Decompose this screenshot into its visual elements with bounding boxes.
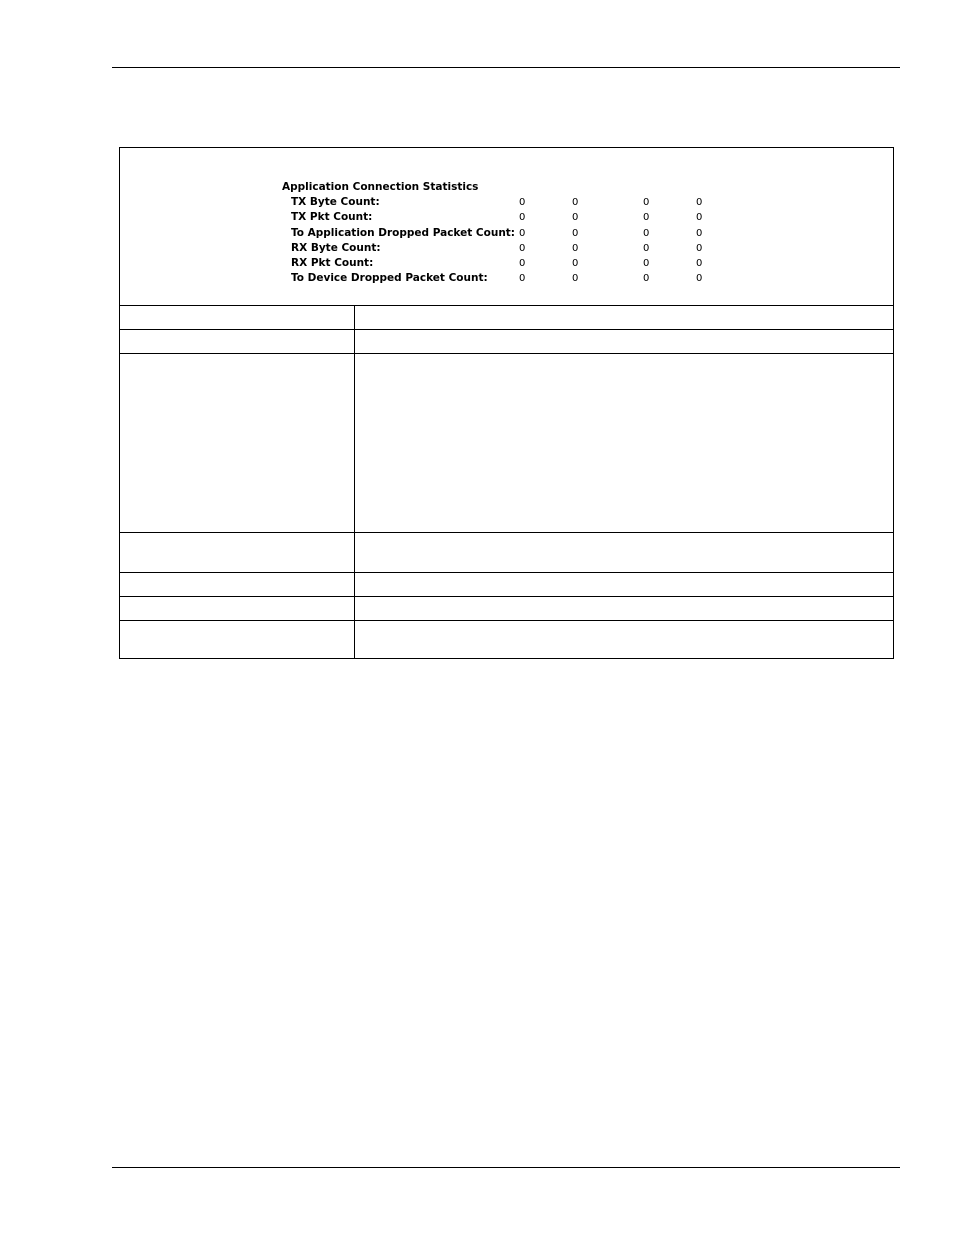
stats-value: 0 — [643, 227, 650, 239]
stats-row-rx-pkt-count — [282, 256, 703, 271]
stats-label: TX Pkt Count: — [291, 211, 373, 224]
stats-value: 0 — [643, 242, 650, 254]
screenshot-cell — [120, 148, 894, 306]
stats-value: 0 — [696, 257, 703, 269]
table-cell-label — [120, 354, 355, 533]
stats-value: 0 — [696, 227, 703, 239]
stats-value: 0 — [519, 227, 526, 239]
stats-row-rx-byte-count — [282, 241, 703, 256]
table-row — [120, 621, 894, 659]
stats-value: 0 — [519, 197, 526, 209]
table-row — [120, 330, 894, 354]
table-cell-description — [355, 354, 894, 533]
table-cell-description — [355, 533, 894, 573]
stats-value: 0 — [519, 257, 526, 269]
stats-label: RX Pkt Count: — [291, 256, 374, 269]
table-cell-label — [120, 533, 355, 573]
stats-label: To Application Dropped Packet Count: — [291, 226, 516, 239]
table-cell-description — [355, 573, 894, 597]
table-row — [120, 573, 894, 597]
stats-value: 0 — [643, 197, 650, 209]
table-cell-description — [355, 306, 894, 330]
stats-label: To Device Dropped Packet Count: — [291, 272, 488, 285]
table-cell-label — [120, 573, 355, 597]
stats-row-tx-pkt-count — [282, 210, 703, 225]
table-cell-label — [120, 306, 355, 330]
application-connection-statistics-panel — [282, 180, 703, 286]
stats-row-to-application-dropped-packet-count — [282, 226, 703, 241]
table-row — [120, 533, 894, 573]
stats-row-tx-byte-count — [282, 195, 703, 210]
stats-value: 0 — [519, 242, 526, 254]
table-row — [120, 354, 894, 533]
table-row — [120, 597, 894, 621]
table-cell-label — [120, 330, 355, 354]
table-cell-label — [120, 597, 355, 621]
stats-value: 0 — [519, 273, 526, 285]
description-table — [119, 147, 894, 659]
table-cell-description — [355, 330, 894, 354]
stats-value: 0 — [572, 242, 579, 254]
stats-label: TX Byte Count: — [291, 196, 380, 209]
stats-value: 0 — [572, 212, 579, 224]
stats-value: 0 — [696, 197, 703, 209]
screenshot-row — [120, 148, 894, 306]
stats-value: 0 — [519, 212, 526, 224]
stats-value: 0 — [572, 257, 579, 269]
stats-value: 0 — [696, 273, 703, 285]
stats-label: RX Byte Count: — [291, 241, 381, 254]
stats-value: 0 — [572, 273, 579, 285]
stats-title: Application Connection Statistics — [282, 181, 479, 193]
stats-value: 0 — [572, 227, 579, 239]
stats-value: 0 — [696, 212, 703, 224]
stats-value: 0 — [696, 242, 703, 254]
stats-row-to-device-dropped-packet-count — [282, 271, 703, 286]
table-cell-description — [355, 597, 894, 621]
stats-value: 0 — [643, 273, 650, 285]
table-cell-label — [120, 621, 355, 659]
table-row — [120, 306, 894, 330]
stats-value: 0 — [643, 257, 650, 269]
table-cell-description — [355, 621, 894, 659]
stats-value: 0 — [572, 197, 579, 209]
stats-value: 0 — [643, 212, 650, 224]
footer-rule — [112, 1167, 900, 1168]
header-rule — [112, 67, 900, 68]
